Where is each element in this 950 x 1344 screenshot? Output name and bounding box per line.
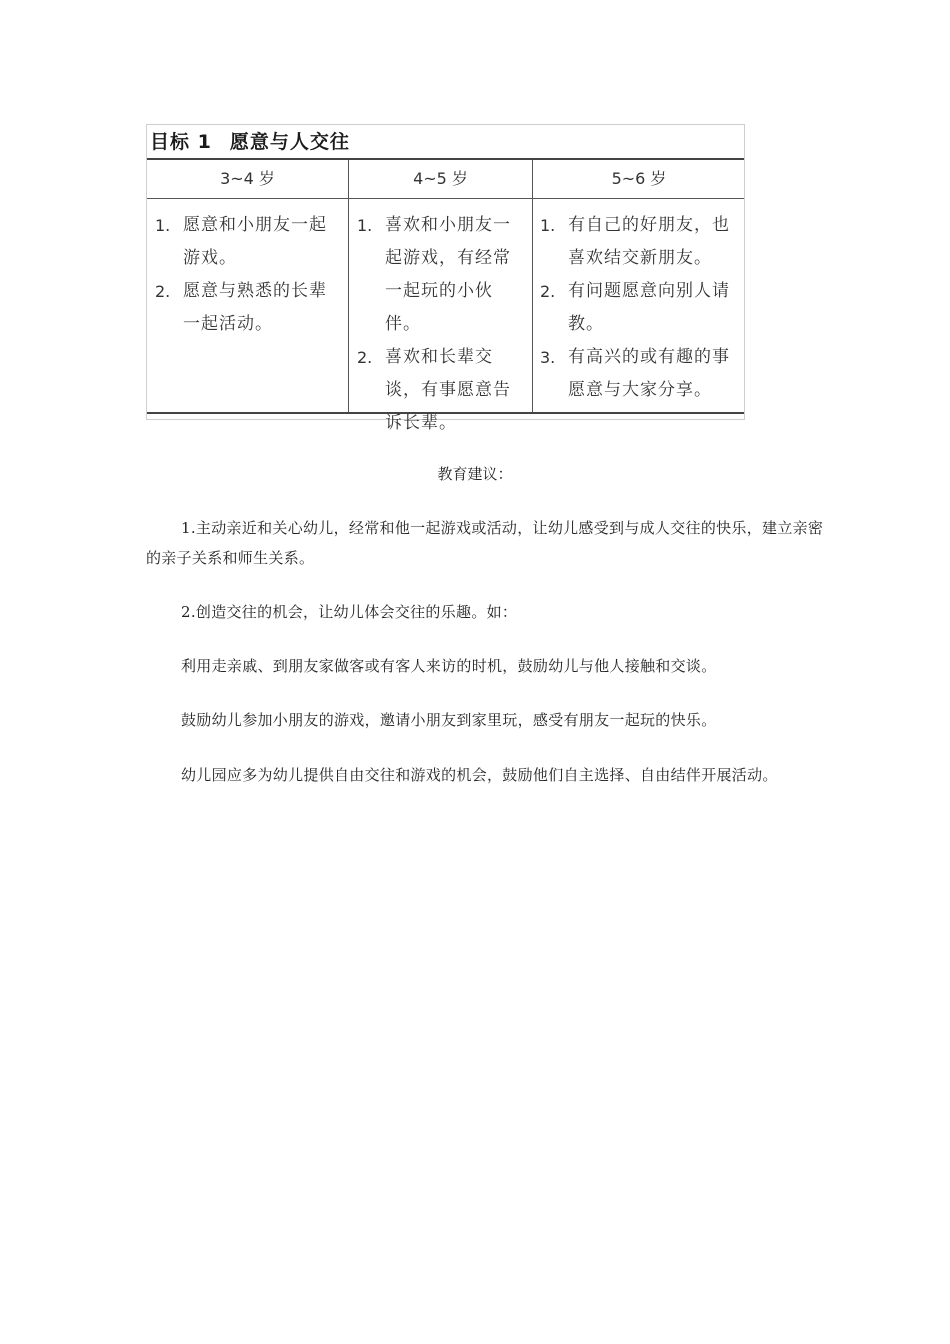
list-item xyxy=(155,275,335,341)
column-header-4-5: 4~5 岁 xyxy=(413,169,468,188)
item-number: 1. xyxy=(155,216,171,235)
item-number: 2. xyxy=(357,348,373,367)
list-item xyxy=(540,341,740,407)
list-item xyxy=(155,209,335,275)
item-number: 2. xyxy=(540,282,556,301)
item-text: 喜欢和长辈交谈，有事愿意告诉长辈。 xyxy=(385,347,511,433)
list-item xyxy=(540,275,740,341)
suggestion-paragraph: 鼓励幼儿参加小朋友的游戏，邀请小朋友到家里玩，感受有朋友一起玩的快乐。 xyxy=(181,711,717,729)
column-header-5-6: 5~6 岁 xyxy=(611,169,667,188)
item-text: 喜欢和小朋友一起游戏，有经常一起玩的小伙伴。 xyxy=(385,215,511,334)
column-body-3-4 xyxy=(155,209,335,341)
suggestion-paragraph: 利用走亲戚、到朋友家做客或有客人来访的时机，鼓励幼儿与他人接触和交谈。 xyxy=(181,657,717,675)
suggestion-paragraph: 2.创造交往的机会，让幼儿体会交往的乐趣。如： xyxy=(181,603,518,621)
item-number: 1. xyxy=(540,216,556,235)
column-body-4-5 xyxy=(357,209,527,440)
goal-number: 目标 1 xyxy=(150,131,212,153)
item-text: 有自己的好朋友，也喜欢结交新朋友。 xyxy=(568,215,730,268)
item-text: 愿意与熟悉的长辈一起活动。 xyxy=(183,281,327,334)
goal-title xyxy=(150,127,350,157)
goal-name: 愿意与人交往 xyxy=(229,131,350,153)
item-number: 2. xyxy=(155,282,171,301)
item-text: 愿意和小朋友一起游戏。 xyxy=(183,215,327,268)
item-number: 1. xyxy=(357,216,373,235)
column-divider xyxy=(532,160,533,412)
suggestions-heading: 教育建议： xyxy=(437,465,513,483)
list-item xyxy=(357,209,527,341)
column-divider xyxy=(348,160,349,412)
list-item xyxy=(540,209,740,275)
column-body-5-6 xyxy=(540,209,740,407)
suggestion-paragraph: 1.主动亲近和关心幼儿，经常和他一起游戏或活动，让幼儿感受到与成人交往的快乐，建立亲密的亲子关系和师生关系。 xyxy=(146,519,824,567)
list-item xyxy=(357,341,527,440)
column-header-3-4: 3~4 岁 xyxy=(220,169,275,188)
item-text: 有高兴的或有趣的事愿意与大家分享。 xyxy=(568,347,730,400)
suggestion-paragraph: 幼儿园应多为幼儿提供自由交往和游戏的机会，鼓励他们自主选择、自由结伴开展活动。 xyxy=(181,766,778,784)
item-text: 有问题愿意向别人请教。 xyxy=(568,281,730,334)
goal-table xyxy=(146,124,745,433)
table-top-rule xyxy=(147,158,744,160)
item-number: 3. xyxy=(540,348,556,367)
table-header-rule xyxy=(147,198,744,199)
